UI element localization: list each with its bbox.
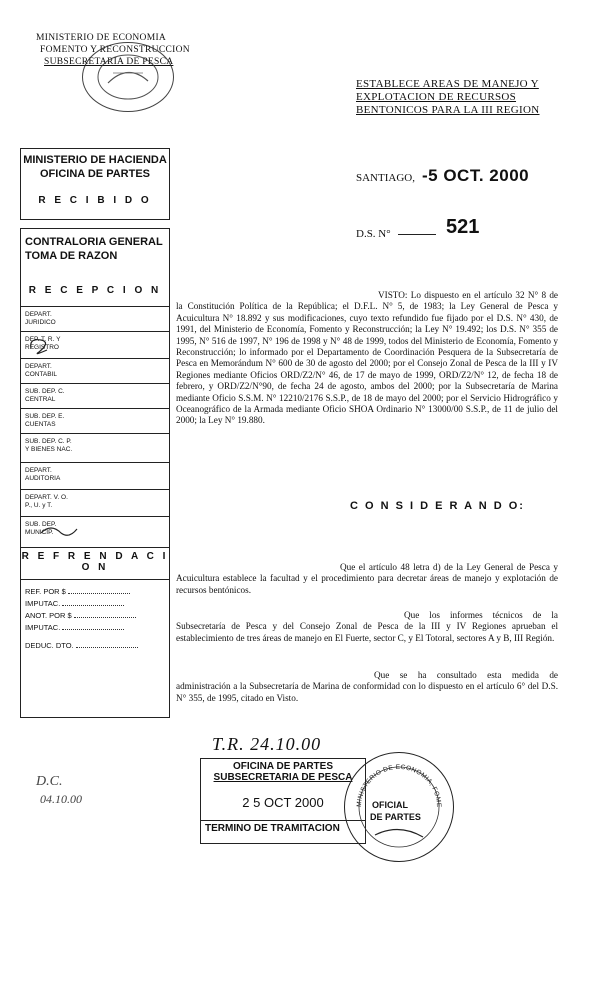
subject-line-3: BENTONICOS PARA LA III REGION xyxy=(356,104,540,116)
reception-row xyxy=(21,516,169,543)
reception-row-label: SUB. DEP. C. P. Y BIENES NAC. xyxy=(25,438,73,453)
considerando-paragraph-2: Que los informes técnicos de la Subsecretaría de Pesca y del Consejo Zonal de Pesca de la III y IV Regiones aprueban el establecimiento de tres áreas de manejo en El Fuerte, sector C, y El Totoral, sectores A y B, III Región. xyxy=(176,610,558,643)
ref-row xyxy=(21,638,169,650)
decree-label: D.S. N° xyxy=(356,228,391,240)
ref-row-label: IMPUTAC. xyxy=(25,623,61,632)
place-label: SANTIAGO, xyxy=(356,172,415,184)
stamp-subsecretaria: SUBSECRETARIA DE PESCA xyxy=(213,772,353,783)
ref-fill-line xyxy=(76,638,138,648)
considerando-heading: C O N S I D E R A N D O: xyxy=(350,500,525,512)
reception-row-label: DEP. T. R. Y REGISTRO xyxy=(25,336,61,351)
decree-underline xyxy=(398,234,436,235)
reception-row xyxy=(21,433,169,462)
subject-line-1: ESTABLECE AREAS DE MANEJO Y xyxy=(356,78,539,90)
ref-fill-line xyxy=(68,584,130,594)
oficial-label-1: OFICIAL xyxy=(372,800,408,810)
reception-row xyxy=(21,408,169,433)
reception-row xyxy=(21,383,169,408)
ref-fill-line xyxy=(62,596,124,606)
ref-row-label: ANOT. POR $ xyxy=(25,611,72,620)
hacienda-status: R E C I B I D O xyxy=(38,195,152,206)
subject-block xyxy=(356,78,556,117)
seal-ring-text: MINISTERIO DE ECONOMIA, FOME xyxy=(355,763,443,808)
reception-row-label: DEPART. AUDITORIA xyxy=(25,467,61,482)
reception-row-label: DEPART. JURIDICO xyxy=(25,311,56,326)
contraloria-title-1: CONTRALORIA GENERAL xyxy=(25,236,163,248)
seal-icon xyxy=(83,43,173,111)
ministry-line-3: SUBSECRETARIA DE PESCA xyxy=(44,57,174,67)
ref-fill-line xyxy=(74,608,136,618)
stamp-divider xyxy=(201,820,365,821)
oficial-label-2: DE PARTES xyxy=(370,812,421,822)
subject-line-2: EXPLOTACION DE RECURSOS xyxy=(356,91,517,103)
ref-row xyxy=(21,620,169,632)
ref-row xyxy=(21,596,169,608)
hacienda-title-2: OFICINA DE PARTES xyxy=(39,168,150,180)
ref-row-label: DEDUC. DTO. xyxy=(25,641,74,650)
oficina-partes-stamp xyxy=(200,758,366,844)
ref-fill-line xyxy=(62,620,124,630)
refrendacion-heading: R E F R E N D A C I O N xyxy=(21,551,169,573)
handwritten-mark-icon xyxy=(39,523,79,539)
refrendacion-section xyxy=(21,547,169,650)
stamp-date: 2 5 OCT 2000 xyxy=(242,795,324,810)
handwritten-date: T.R. 24.10.00 xyxy=(212,734,322,754)
ref-row-label: IMPUTAC. xyxy=(25,599,61,608)
decree-number: 521 xyxy=(446,216,480,238)
decree-date: -5 OCT. 2000 xyxy=(422,166,530,185)
reception-heading: R E C E P C I O N xyxy=(28,285,162,296)
reception-row xyxy=(21,358,169,383)
visto-paragraph: VISTO: Lo dispuesto en el artículo 32 N° 8 de la Constitución Política de la República; el D.F.L. N° 5, de 1983; la Ley General de Pesca y Acuicultura N° 18.892 y sus modificaciones, cuyo texto refundido fue fijado por el D.S. N° 430, de 1991, del Ministerio de Economía, Fomento y Reconstrucción; la Ley N° 19.492; los D.S. N° 355 de 1995, N° 516 de 1997, N° 196 de 1998 y N° 48 de 1999, todos del Ministerio de Economía, Fomento y Reconstrucción; lo informado por el Departamento de Coordinación Pesquera de la Subsecretaría de Pesca en Memorándum N° 600 de 30 de agosto del 2000; por el Consejo Zonal de Pesca de la III y IV Regiones mediante Oficios ORD/Z2/N° 46, de 17 de mayo de 1999, ORD/Z2/N° 12, de fecha 18 de febrero, y ORD/Z2/N°90, de fecha 24 de agosto, ambos del 2000; por la Subsecretaría de Marina mediante Oficio S.S.M. N° 12210/2176 S.S.P., de 18 de mayo del 2000; por el Servicio Hidrográfico y Oceanográfico de la Armada mediante Oficio SHOA Ordinario N° 13000/00 S.S.P., de 11 de julio del 2000; la Ley N° 19.880. xyxy=(176,290,558,426)
refrendacion-rows xyxy=(21,579,169,650)
reception-row-label: SUB. DEP. C. CENTRAL xyxy=(25,388,65,403)
stamp-termino: TERMINO DE TRAMITACION xyxy=(205,823,340,834)
reception-row xyxy=(21,489,169,516)
handwritten-mark-icon xyxy=(27,334,57,356)
ref-row xyxy=(21,584,169,596)
reception-row xyxy=(21,462,169,489)
reception-row-label: DEPART. CONTABIL xyxy=(25,363,58,378)
stamp-office: OFICINA DE PARTES xyxy=(232,761,333,772)
considerando-paragraph-3: Que se ha consultado esta medida de administración a la Subsecretaría de Marina de conformidad con lo dispuesto en el artículo 6° del D.S. N° 355, de 1995, citado en Visto. xyxy=(176,670,558,703)
contraloria-title-2: TOMA DE RAZON xyxy=(25,250,118,262)
ref-row-label: REF. POR $ xyxy=(25,587,66,596)
ministry-line-2: FOMENTO Y RECONSTRUCCION xyxy=(40,45,190,55)
reception-row-label: SUB. DEP. MUNICIP. xyxy=(25,521,57,536)
reception-row-label: DEPART. V. O. P., U. y T. xyxy=(25,494,68,509)
reception-row-label: SUB. DEP. E. CUENTAS xyxy=(25,413,65,428)
ministry-line-1: MINISTERIO DE ECONOMIA xyxy=(36,33,167,43)
subsecretaria-seal xyxy=(82,42,174,112)
margin-note-line-2: 04.10.00 xyxy=(40,792,82,806)
reception-row xyxy=(21,306,169,331)
considerando-paragraph-1: Que el artículo 48 letra d) de la Ley General de Pesca y Acuicultura establece la facultad y el procedimiento para decretar áreas de manejo y explotación de recursos bentónicos. xyxy=(176,562,558,595)
ref-row xyxy=(21,608,169,620)
contraloria-box xyxy=(20,228,170,718)
hacienda-box xyxy=(20,148,170,220)
hacienda-title-1: MINISTERIO DE HACIENDA xyxy=(23,154,167,166)
reception-row xyxy=(21,331,169,358)
margin-note-line-1: D.C. xyxy=(36,774,63,789)
